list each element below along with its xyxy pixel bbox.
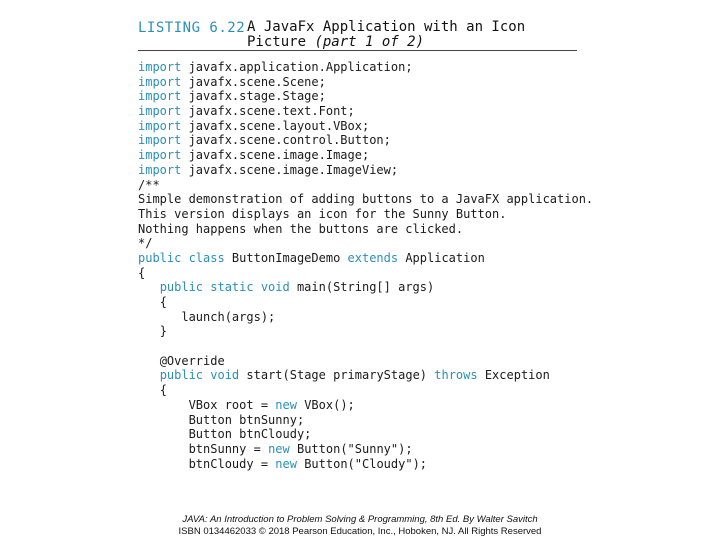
code-line	[138, 207, 593, 222]
code-line	[138, 178, 593, 193]
code-text: This version displays an icon for the Sunny Button.	[138, 206, 507, 221]
code-line	[138, 133, 593, 148]
code-line	[138, 324, 593, 339]
code-line	[138, 60, 593, 75]
code-text: javafx.scene.control.Button;	[181, 133, 391, 148]
code-keyword: import	[138, 148, 182, 163]
code-keyword: import	[138, 104, 182, 119]
code-keyword: public void	[159, 368, 240, 383]
footer-book-title: JAVA: An Introduction to Problem Solving & Programming, 8th Ed. By Walter Savitch	[182, 514, 538, 525]
code-text: javafx.scene.layout.VBox;	[181, 118, 370, 133]
code-keyword: public static void	[159, 280, 290, 295]
code-text: }	[159, 324, 167, 339]
listing-label: LISTING 6.22	[138, 20, 246, 36]
code-line	[138, 222, 593, 237]
code-indent	[138, 427, 189, 441]
code-text: Button btnCloudy;	[188, 427, 312, 442]
code-keyword: import	[138, 118, 182, 133]
title-divider	[138, 50, 577, 51]
code-text: VBox root =	[188, 397, 276, 412]
code-text: {	[159, 383, 167, 398]
code-line	[138, 383, 593, 398]
code-line	[138, 457, 593, 472]
code-text: Exception	[477, 368, 550, 383]
code-indent	[138, 457, 189, 471]
code-indent	[138, 280, 160, 294]
code-line	[138, 295, 593, 310]
code-line	[138, 119, 593, 134]
code-line	[138, 368, 593, 383]
code-text: Nothing happens when the buttons are clicked.	[138, 221, 464, 236]
code-indent	[138, 310, 181, 324]
code-keyword: extends	[347, 250, 399, 265]
code-indent	[138, 398, 189, 412]
code-line	[138, 75, 593, 90]
code-keyword: new	[268, 441, 290, 456]
code-keyword: new	[275, 456, 297, 471]
code-text: javafx.stage.Stage;	[181, 89, 326, 104]
code-indent	[138, 383, 160, 397]
code-text: javafx.scene.image.ImageView;	[181, 162, 399, 177]
listing-title-line2-italic: (part 1 of 2)	[314, 34, 425, 50]
code-indent	[138, 324, 160, 338]
code-text: ButtonImageDemo	[224, 250, 348, 265]
code-text: VBox();	[296, 397, 355, 412]
code-line	[138, 236, 593, 251]
code-indent	[138, 442, 189, 456]
code-text: /**	[138, 177, 160, 192]
code-indent	[138, 354, 160, 368]
code-line	[138, 280, 593, 295]
code-text: Application	[398, 250, 485, 265]
code-keyword: import	[138, 60, 182, 74]
listing-title-line1: A JavaFx Application with an Icon	[247, 19, 526, 35]
code-keyword: public class	[138, 250, 225, 265]
code-text: start(Stage primaryStage)	[239, 368, 435, 383]
listing-title-line2-prefix: Picture	[247, 34, 315, 50]
code-indent	[138, 295, 160, 309]
code-line	[138, 192, 593, 207]
code-line	[138, 413, 593, 428]
code-keyword: new	[275, 397, 297, 412]
code-text: javafx.scene.image.Image;	[181, 148, 370, 163]
code-line	[138, 251, 593, 266]
code-keyword: import	[138, 74, 182, 89]
code-line	[138, 310, 593, 325]
code-text: launch(args);	[181, 309, 276, 324]
code-text: btnCloudy =	[188, 456, 276, 471]
listing-title	[247, 20, 525, 50]
code-line	[138, 89, 593, 104]
code-line	[138, 104, 593, 119]
footer-copyright: ISBN 0134462033 © 2018 Pearson Education, Inc., Hoboken, NJ. All Rights Reserved	[178, 526, 542, 537]
code-line	[138, 339, 593, 354]
code-listing	[138, 60, 593, 471]
code-text: javafx.scene.Scene;	[181, 74, 326, 89]
code-line	[138, 398, 593, 413]
code-text: javafx.scene.text.Font;	[181, 104, 355, 119]
code-line	[138, 427, 593, 442]
code-text: {	[159, 295, 167, 309]
code-line	[138, 148, 593, 163]
code-text: main(String[] args)	[289, 280, 435, 295]
code-line	[138, 354, 593, 369]
code-indent	[138, 368, 160, 382]
code-keyword: import	[138, 89, 182, 104]
code-keyword: import	[138, 162, 182, 177]
code-text: Button btnSunny;	[188, 412, 305, 427]
code-indent	[138, 413, 189, 427]
code-text: Button("Sunny");	[289, 441, 413, 456]
code-text: btnSunny =	[188, 441, 269, 456]
code-line	[138, 442, 593, 457]
code-line	[138, 163, 593, 178]
code-text: */	[138, 236, 153, 251]
code-keyword: throws	[434, 368, 478, 383]
code-keyword: import	[138, 133, 182, 148]
code-text: {	[138, 265, 146, 280]
listing-title-line2	[247, 35, 525, 50]
code-text: javafx.application.Application;	[181, 60, 413, 74]
code-text: Simple demonstration of adding buttons to a JavaFX application.	[138, 192, 594, 207]
code-text: Button("Cloudy");	[296, 456, 428, 471]
code-text: @Override	[159, 353, 225, 368]
code-line	[138, 266, 593, 281]
